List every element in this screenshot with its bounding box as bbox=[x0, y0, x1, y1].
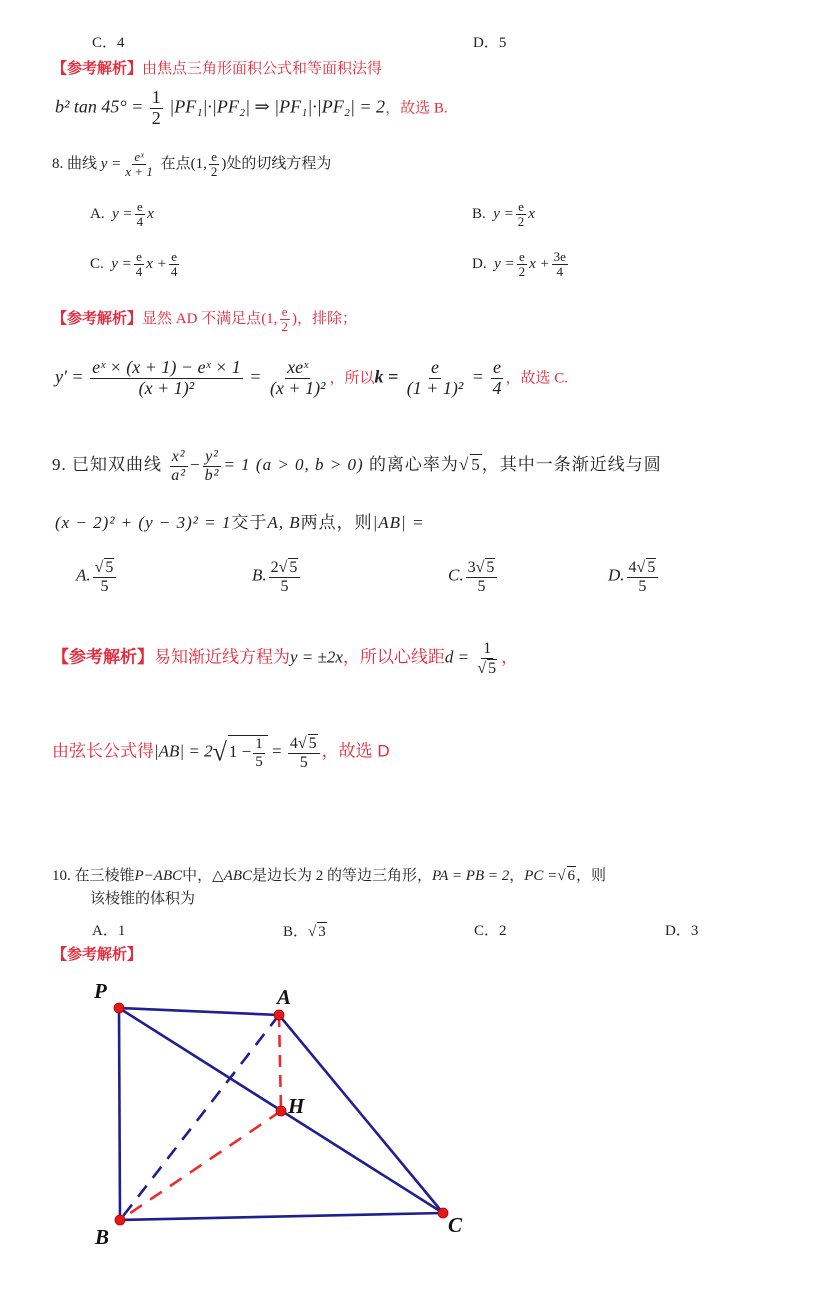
point-frac: $\frac{e}{2}$ bbox=[210, 149, 218, 180]
q9-option-d: D. $\frac{4√ 5}{5}$ bbox=[608, 558, 660, 595]
analysis-text: 易知渐近线方程为 bbox=[154, 647, 290, 667]
q10-option-a: A．1 bbox=[92, 923, 126, 939]
point-prefix: (1, bbox=[190, 156, 207, 173]
q8-option-a: A. y = $\frac{e}{4}$ x bbox=[90, 199, 154, 230]
q8-analysis: 【参考解析】显然 AD 不满足点(1, $\frac{e}{2}$ )，排除； bbox=[52, 304, 357, 335]
analysis-label: 【参考解析】 bbox=[52, 61, 143, 77]
dashed-edge-hb bbox=[120, 1111, 281, 1220]
point-suffix: ) bbox=[221, 156, 227, 173]
curve-y: y = bbox=[100, 156, 122, 173]
q10-stem-line1: 10. 在三棱锥P−ABC中，△ABC是边长为 2 的等边三角形，PA = PB = 2，PC =√ 6，则 bbox=[52, 868, 607, 884]
label-p: P bbox=[94, 979, 107, 1003]
q7-option-c: C．4 bbox=[92, 35, 125, 51]
k-frac1: $\frac{e}{\text{(1 + 1)²}}$ bbox=[406, 357, 464, 398]
analysis-text: 由焦点三角形面积公式和等面积法得 bbox=[142, 61, 383, 77]
deriv-frac1: $\frac{\text{eˣ × (x + 1) − eˣ × 1}}{\text{(x + 1)²}}$ bbox=[92, 357, 241, 398]
q10-stem-line2: 该棱锥的体积为 bbox=[90, 891, 196, 907]
q8-option-b: B. y = $\frac{e}{2}$ x bbox=[472, 199, 535, 230]
q9-conclusion: ，故选 D bbox=[321, 741, 390, 761]
q9-analysis: 【参考解析】易知渐近线方程为y = ±2x，所以心线距d = $\frac{1}{√ 5}$ ， bbox=[52, 640, 519, 677]
q9-option-b: B. $\frac{2√ 5}{5}$ bbox=[252, 558, 302, 595]
stem-mid: 在点 bbox=[160, 156, 191, 173]
q10-option-d: D．3 bbox=[665, 923, 699, 939]
q7-conclusion: ，故选 B. bbox=[385, 100, 448, 117]
formula-mid: |PF₁|·|PF₂| ⇒ |PF₁|·|PF₂| = 2 bbox=[169, 96, 386, 117]
chord-text: 由弦长公式得 bbox=[52, 741, 154, 761]
k-frac2: $\frac{e}{4}$ bbox=[492, 357, 502, 398]
q9-chord: 由弦长公式得|AB| = 2√ 1 − $\frac{1}{5}$ = $\frac{4√ 5}{5}$ ，故选 D bbox=[52, 735, 390, 771]
q9-option-c: C. $\frac{3√ 5}{5}$ bbox=[448, 558, 499, 595]
q10-option-c: C．2 bbox=[474, 923, 507, 939]
q9-stem-line2: (x − 2)² + (y − 3)² = 1交于A, B两点，则|AB| = bbox=[55, 513, 425, 532]
label-b: B bbox=[95, 1225, 110, 1249]
q8-option-d: D. y = $\frac{e}{2}$ x + $\frac{3e}{4}$ bbox=[472, 249, 566, 280]
q9-stem-line1: 9. 已知双曲线 $\frac{\text{x²}}{\text{a²}}$ − $\frac{\text{y²}}{\text{b²}}$ = 1 (a > 0, b > 0) 的离心率为√ 5，其中一条渐近线与圆 bbox=[52, 448, 662, 484]
label-c: C bbox=[448, 1213, 463, 1237]
analysis-label: 【参考解析】 bbox=[52, 647, 154, 667]
q10-option-b: B．√ 3 bbox=[283, 924, 326, 940]
dashed-edge-ab bbox=[120, 1015, 279, 1220]
question-number: 9. bbox=[52, 455, 67, 474]
q9-option-a: A. $\frac{√ 5}{5}$ bbox=[76, 558, 118, 595]
stem-prefix: 已知双曲线 bbox=[72, 455, 162, 474]
stem-prefix: 曲线 bbox=[67, 156, 98, 173]
q8-derivative: y′ = $\frac{\text{eˣ × (x + 1) − eˣ × 1}}{\text{(x + 1)²}}$ = $\frac{\text{xeˣ}}{\text{(x + 1)²}}$ ，所以k = $\frac{e}{\text{(1 + 1)²}}$ = $\frac{e}{4}$ ，故选 C. bbox=[55, 357, 568, 398]
question-number: 8. bbox=[52, 156, 64, 173]
label-h: H bbox=[288, 1094, 305, 1118]
analysis-text: 显然 AD 不满足点 bbox=[142, 311, 262, 328]
curve-frac: $\frac{\text{eˣ}}{x + 1}$ bbox=[125, 149, 153, 180]
stem-suffix: 处的切线方程为 bbox=[226, 156, 332, 173]
q10-analysis-label: 【参考解析】 bbox=[52, 947, 143, 963]
question-number: 10. bbox=[52, 868, 71, 884]
label-a: A bbox=[277, 985, 292, 1009]
formula-left: b² tan 45° = bbox=[55, 96, 144, 117]
dashed-edge-ah bbox=[279, 1015, 281, 1111]
q8-conclusion: ，故选 C. bbox=[505, 370, 568, 387]
deriv-frac2: $\frac{\text{xeˣ}}{\text{(x + 1)²}}$ bbox=[269, 357, 326, 398]
analysis-label: 【参考解析】 bbox=[52, 311, 143, 328]
analysis-point-frac: $\frac{e}{2}$ bbox=[281, 304, 288, 335]
q7-option-d: D．5 bbox=[473, 35, 507, 51]
q8-option-c: C. y = $\frac{e}{4}$ x + $\frac{e}{4}$ bbox=[90, 249, 178, 280]
formula-half: $\frac{1}{2}$ bbox=[151, 87, 161, 128]
